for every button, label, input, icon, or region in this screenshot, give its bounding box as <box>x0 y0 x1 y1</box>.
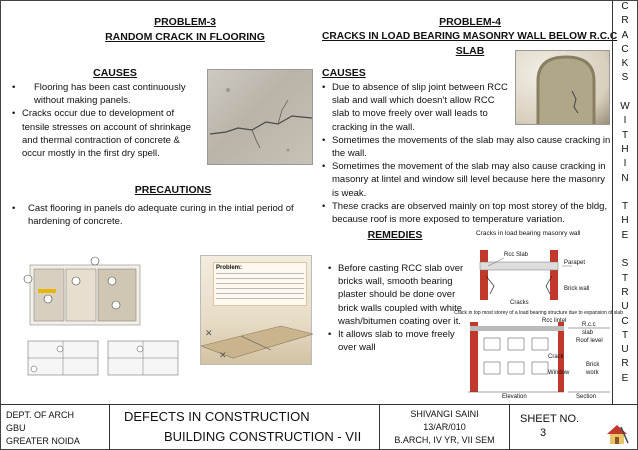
problem-note-box <box>213 262 307 306</box>
side-title-letter: I <box>623 158 627 170</box>
sheet-no-label: SHEET NO. <box>520 413 580 425</box>
side-title-letter: T <box>621 272 629 284</box>
sheet-no-cell <box>510 405 637 450</box>
sheet-title-line1: DEFECTS IN CONSTRUCTION <box>124 409 310 424</box>
problem3-cause-item <box>10 107 202 160</box>
side-title-letter: U <box>621 344 629 356</box>
problem4-cause-item <box>320 134 612 160</box>
problem3-cause-item <box>10 81 202 107</box>
side-title-letter <box>613 86 637 100</box>
problem3-precautions-list <box>10 202 315 228</box>
problem4-cause-text: Sometimes the movements of the slab may also cause cracking in the wall. <box>332 134 611 160</box>
floor-slab-sketch <box>201 306 313 366</box>
problem-label: Problem: <box>216 265 243 271</box>
label-caption2: Crack in top most storey of a load bearing structure due to expansion of slab <box>454 310 623 316</box>
side-title-letter: C <box>621 43 629 55</box>
problem3-title: PROBLEM-3 <box>154 16 216 28</box>
label-rcc: R.c.c <box>582 322 596 328</box>
label-rcc-slab: Rcc Slab <box>504 252 529 258</box>
label-crack: Crack <box>548 354 564 360</box>
label-parapet: Parapet <box>564 260 586 266</box>
label-slab: slab <box>582 330 594 336</box>
problem3-cause-text: Flooring has been cast continuously without making panels. <box>34 82 186 107</box>
side-title-letter: T <box>621 129 629 141</box>
house-repair-icon <box>604 421 630 447</box>
side-title-letter: K <box>621 58 629 70</box>
problem4-remedies-list <box>326 262 466 354</box>
dept-cell <box>0 405 110 450</box>
problem4-subtitle: CRACKS IN LOAD BEARING MASONRY WALL BELOW R.C.C <box>322 31 618 42</box>
side-title-letter: S <box>621 258 629 270</box>
side-title-letter: T <box>621 201 629 213</box>
problem4-cause-item <box>320 81 510 134</box>
label-section: Section <box>576 394 597 400</box>
floor-panel-diagram <box>20 255 200 385</box>
problem4-cause-text: Sometimes the movement of the slab may also cause cracking in masonry at lintel and window sill level because here the masonry is weak. <box>332 161 606 199</box>
problem4-cause-text: These cracks are observed mainly on top most storey of the bldg, because roof is more exposed to temperature variation. <box>332 200 608 226</box>
title-cell <box>110 405 380 450</box>
floor-crack-lines <box>208 70 313 165</box>
problem3-cause-text: Cracks occur due to development of tensile stresses on account of shrinkage and thermal contraction of concrete & occur mostly in the first dry spell. <box>22 108 191 160</box>
dept-line2: GBU <box>6 423 26 433</box>
side-title-letter: C <box>621 1 629 12</box>
side-title-letter <box>613 243 637 257</box>
svg-text:✕: ✕ <box>219 350 227 360</box>
problem4-remedy-text: Before casting RCC slab over bricks wall, smooth bearing plaster should be done over brick walls coupled with white wash/bitumen coating over it. <box>338 263 464 327</box>
side-title-letter: A <box>621 29 629 41</box>
problem4-remedy-item <box>326 328 466 354</box>
student-name: SHIVANGI SAINI <box>410 409 479 419</box>
side-title-letter: S <box>621 72 629 84</box>
problem4-cause-item <box>320 200 612 226</box>
problem4-cause-item <box>320 160 612 200</box>
problem3-causes-list <box>10 81 202 160</box>
label-elevation: Elevation <box>502 394 527 400</box>
problem4-remedy-text: It allows slab to move freely over wall <box>338 329 455 354</box>
problem-note-lines <box>216 273 304 301</box>
problem3-precaution-text: Cast flooring in panels do adequate curing in the intial period of hardening of concrete. <box>28 203 294 228</box>
side-title-letter: W <box>620 101 630 113</box>
side-title-letter: R <box>621 286 629 298</box>
side-title <box>612 0 637 404</box>
label-rcc-lintel: Rcc lintel <box>542 318 567 324</box>
svg-text:✕: ✕ <box>205 328 213 338</box>
label-brick: Brick <box>586 362 600 368</box>
side-title-letter: T <box>621 329 629 341</box>
side-title-letter: H <box>621 143 629 155</box>
problem3-subtitle: RANDOM CRACK IN FLOORING <box>105 31 265 43</box>
title-block <box>0 404 638 450</box>
masonry-crack-diagram <box>454 230 623 402</box>
student-cell <box>380 405 510 450</box>
masonry-diagram-svg <box>464 230 612 402</box>
problem4-title: PROBLEM-4 <box>439 16 501 28</box>
side-title-letter: E <box>621 372 629 384</box>
side-title-letter: U <box>621 301 629 313</box>
floor-crack-photo <box>207 69 313 165</box>
sheet-title-line2: BUILDING CONSTRUCTION - VII <box>164 429 362 444</box>
sheet-no-value: 3 <box>540 427 547 439</box>
label-brick-wall: Brick wall <box>564 286 590 292</box>
floor-problem-illustration <box>200 255 312 365</box>
problem3-causes-heading: CAUSES <box>93 67 137 79</box>
side-title-letter: E <box>621 229 629 241</box>
problem4-remedy-item <box>326 262 466 328</box>
label-work: work <box>586 370 599 376</box>
problem4-subtitle-line2: SLAB <box>455 45 485 57</box>
side-title-letter <box>613 186 637 200</box>
side-title-letter: H <box>621 215 629 227</box>
problem4-causes-heading: CAUSES <box>322 67 366 79</box>
side-title-letter: C <box>621 315 629 327</box>
problem4-remedies-heading: REMEDIES <box>367 229 423 241</box>
label-cracks: Cracks <box>510 300 529 306</box>
dept-line1: DEPT. OF ARCH <box>6 410 75 420</box>
dept-line3: GREATER NOIDA <box>6 436 80 446</box>
side-title-letter: R <box>621 358 629 370</box>
label-roof-level: Roof level <box>576 338 603 344</box>
problem3-precautions-heading: PRECAUTIONS <box>134 184 212 196</box>
side-title-letter: R <box>621 15 629 27</box>
student-roll: 13/AR/010 <box>423 422 466 432</box>
side-title-letter: I <box>623 115 627 127</box>
diagram-title: Cracks in load bearing masonry wall <box>476 230 581 237</box>
problem4-causes-list <box>320 81 612 226</box>
problem3-precaution-item <box>10 202 315 228</box>
problem4-cause-text: Due to absence of slip joint between RCC slab and wall which doesn’t allow RCC slab to move freely over wall leads to cracking in the wall. <box>332 82 508 133</box>
label-window: Window <box>548 370 570 376</box>
side-title-letter: N <box>621 172 629 184</box>
student-class: B.ARCH, IV YR, VII SEM <box>394 435 495 445</box>
